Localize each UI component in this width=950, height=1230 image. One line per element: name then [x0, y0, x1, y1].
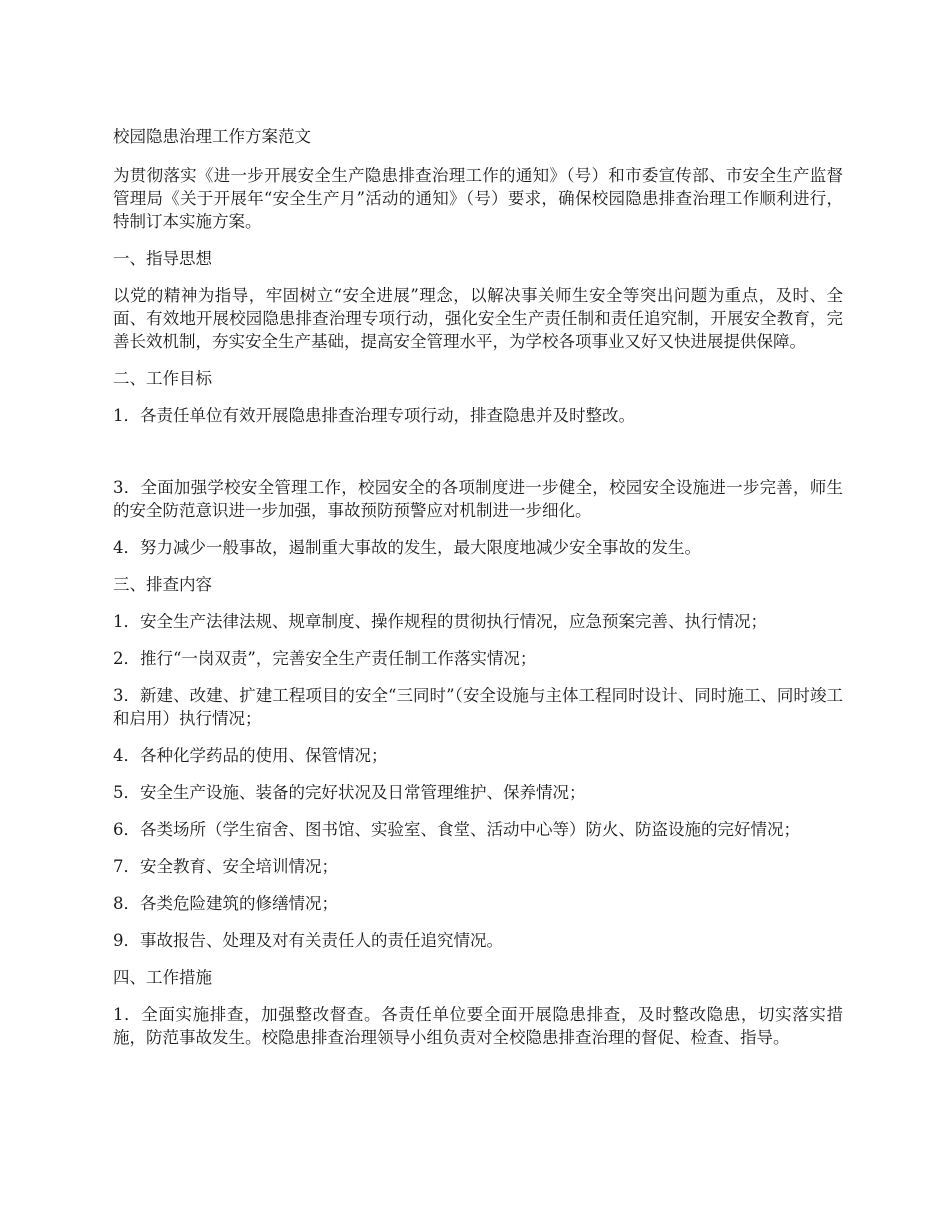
intro-paragraph: 为贯彻落实《进一步开展安全生产隐患排查治理工作的通知》（号）和市委宣传部、市安全生产监督管理局《关于开展年“安全生产月”活动的通知》（号）要求，确保校园隐患排查治理工作顺利进行，特制订本实施方案。 — [113, 166, 843, 231]
inspection-item: 2．推行“一岗双责”，完善安全生产责任制工作落实情况； — [113, 649, 537, 668]
section-heading-work-goals: 二、工作目标 — [113, 369, 212, 388]
section-heading-guiding-thought: 一、指导思想 — [113, 249, 212, 268]
inspection-item: 3．新建、改建、扩建工程项目的安全“三同时”（安全设施与主体工程同时设计、同时施工、同时竣工和启用）执行情况； — [113, 686, 843, 728]
section-heading-inspection-content: 三、排查内容 — [113, 575, 212, 594]
inspection-item: 6．各类场所（学生宿舍、图书馆、实验室、食堂、活动中心等）防火、防盗设施的完好情况； — [113, 820, 800, 839]
section-heading-work-measures: 四、工作措施 — [113, 968, 212, 987]
work-goal-item: 4．努力减少一般事故，遏制重大事故的发生，最大限度地减少安全事故的发生。 — [113, 538, 701, 557]
inspection-item: 5．安全生产设施、装备的完好状况及日常管理维护、保养情况； — [113, 783, 586, 802]
inspection-item: 1．安全生产法律法规、规章制度、操作规程的贯彻执行情况，应急预案完善、执行情况； — [113, 612, 767, 631]
work-measure-item: 1．全面实施排查，加强整改督查。各责任单位要全面开展隐患排查，及时整改隐患，切实落实措施，防范事故发生。校隐患排查治理领导小组负责对全校隐患排查治理的督促、检查、指导。 — [113, 1005, 843, 1047]
work-goal-item: 1．各责任单位有效开展隐患排查治理专项行动，排查隐患并及时整改。 — [113, 406, 635, 425]
guiding-thought-paragraph: 以党的精神为指导，牢固树立“安全进展”理念，以解决事关师生安全等突出问题为重点，及时、全面、有效地开展校园隐患排查治理专项行动，强化安全生产责任制和责任追究制，开展安全教育，完善长效机制，夯实安全生产基础，提高安全管理水平，为学校各项事业又好又快进展提供保障。 — [113, 286, 843, 351]
inspection-item: 9．事故报告、处理及对有关责任人的责任追究情况。 — [113, 931, 503, 950]
blank-gap — [113, 441, 843, 476]
inspection-item: 4．各种化学药品的使用、保管情况； — [113, 746, 388, 765]
document-title: 校园隐患治理工作方案范文 — [113, 127, 311, 146]
document-page — [113, 125, 843, 1063]
inspection-item: 8．各类危险建筑的修缮情况； — [113, 894, 338, 913]
work-goal-item: 3．全面加强学校安全管理工作，校园安全的各项制度进一步健全，校园安全设施进一步完善，师生的安全防范意识进一步加强，事故预防预警应对机制进一步细化。 — [113, 478, 843, 520]
inspection-item: 7．安全教育、安全培训情况； — [113, 857, 338, 876]
